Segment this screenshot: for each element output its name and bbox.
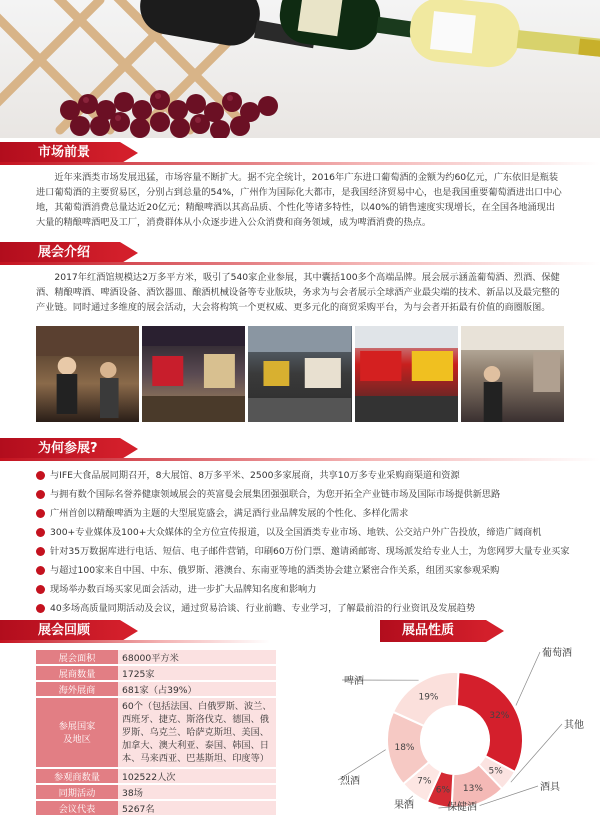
list-item: 40多场高质量同期活动及会议，通过贸易洽谈、行业前瞻、专业学习，了解最前沿的行业资讯及发展趋势 <box>36 599 576 618</box>
section-divider <box>0 262 600 265</box>
table-key: 海外展商 <box>36 682 118 696</box>
list-item: 300+专业媒体及100+大众媒体的全方位宣传报道，以及全国酒类专业市场、地铁、公交站户外广告投放，缔造广阔商机 <box>36 523 576 542</box>
table-key: 参观商数量 <box>36 769 118 783</box>
section-title-why: 为何参展? <box>0 438 120 460</box>
table-value: 68000平方米 <box>118 650 276 664</box>
slice-percent-label: 5% <box>489 767 504 777</box>
list-item: 广州首创以精酿啤酒为主题的大型展览盛会，满足酒行业品牌发展的个性化、多样化需求 <box>36 504 576 523</box>
table-row <box>36 801 276 815</box>
section-title-review: 展会回顾 <box>0 620 120 642</box>
table-key: 会议代表 <box>36 801 118 815</box>
slice-category-label: 其他 <box>564 718 584 731</box>
list-item: 与IFE大食品展同期召开，8大展馆、8万多平米、2500多家展商，共享10万多专业采购商渠道和资源 <box>36 466 576 485</box>
slice-category-label: 酒具 <box>540 781 561 793</box>
list-item: 现场举办数百场买家见面会活动，进一步扩大品牌知名度和影响力 <box>36 580 576 599</box>
market-paragraph: 近年来酒类市场发展迅猛，市场容量不断扩大。据不完全统计，2016年广东进口葡萄酒的金额为约60亿元，广东依旧是瓶装进口葡萄酒的主要贸易区，分别占到总量的54%，广州作为国际化大都市，是我国经济贸易中心，也是我国重要葡萄酒进出口中心地，其葡萄酒消费总量达近20亿元；精酿啤酒以其高品质、个性化等诸多特性，以40%的销售速度实现增长，在全国各地涌现出大量的精酿啤酒吧及工厂，消费群体从小众逐步进入公众消费和商务领域，成为啤酒消费的热点。 <box>36 170 564 230</box>
table-key: 展会面积 <box>36 650 118 664</box>
slice-percent-label: 7% <box>417 777 432 787</box>
slice-category-label: 烈酒 <box>340 774 360 787</box>
slice-percent-label: 32% <box>489 711 509 721</box>
slice-percent-label: 6% <box>436 786 451 796</box>
list-item: 与超过100家来自中国、中东、俄罗斯、港澳台、东南亚等地的酒类协会建立紧密合作关系，组团买家参观采购 <box>36 561 576 580</box>
leader-line <box>516 652 540 705</box>
slice-percent-label: 13% <box>463 784 483 794</box>
table-value: 60个（包括法国、白俄罗斯、波兰、西班牙、捷克、斯洛伐克、德国、俄罗斯、乌克兰、哈萨克斯坦、美国、加拿大、澳大利亚、泰国、韩国、日本、马来西亚、巴基斯坦、印度等） <box>118 698 276 767</box>
section-title-intro: 展会介绍 <box>0 242 120 264</box>
table-row <box>36 785 276 799</box>
exhibition-photos <box>36 326 564 422</box>
exhibition-photo <box>36 326 139 422</box>
table-row <box>36 682 276 696</box>
pie-slice <box>457 672 523 772</box>
exhibition-photo <box>142 326 245 422</box>
slice-category-label: 保健酒 <box>447 800 477 813</box>
review-table <box>36 648 276 817</box>
reasons-list <box>36 466 576 618</box>
table-value: 5267名 <box>118 801 276 815</box>
exhibition-photo <box>461 326 564 422</box>
table-key: 同期活动 <box>36 785 118 799</box>
section-title-market: 市场前景 <box>0 142 120 164</box>
section-divider <box>0 162 600 165</box>
nature-chart <box>330 640 590 814</box>
section-divider <box>0 640 270 643</box>
list-item: 针对35万数据库进行电话、短信、电子邮件营销，印刷60万份门票、邀请函邮寄、现场派发给专业人士，为您网罗大量专业买家 <box>36 542 576 561</box>
slice-percent-label: 19% <box>418 692 438 702</box>
section-title-nature: 展品性质 <box>380 620 486 642</box>
slice-category-label: 葡萄酒 <box>542 646 572 659</box>
intro-paragraph: 2017年红酒馆规模达2万多平方米，吸引了540家企业参展，其中囊括100多个高端品牌。展会展示涵盖葡萄酒、烈酒、保健酒、精酿啤酒、啤酒设备、酒饮器皿、酿酒机械设备等专业版块，务求为与会者展示全球酒产业最尖端的技术、新品以及最完整的产业链。同时通过多维度的展会活动，大会将构筑一个更权威、更多元化的商贸采购平台，为与会者开拓最有价值的商圈版图。 <box>36 270 564 315</box>
table-value: 681家（占39%） <box>118 682 276 696</box>
slice-category-label: 啤酒 <box>344 674 364 687</box>
table-row <box>36 769 276 783</box>
section-divider <box>0 458 600 461</box>
slice-category-label: 果酒 <box>394 799 414 811</box>
table-value: 1725家 <box>118 666 276 680</box>
table-value: 102522人次 <box>118 769 276 783</box>
list-item: 与拥有数个国际名誉养健康领域展会的英富曼会展集团强强联合，为您开拓全产业链市场及国际市场提供新思路 <box>36 485 576 504</box>
hero-banner <box>0 0 600 138</box>
grapes-image <box>40 70 300 138</box>
donut-chart-svg <box>330 640 590 814</box>
exhibition-photo <box>248 326 351 422</box>
slice-percent-label: 18% <box>394 743 414 753</box>
table-row <box>36 666 276 680</box>
table-value: 38场 <box>118 785 276 799</box>
table-key: 展商数量 <box>36 666 118 680</box>
table-row <box>36 650 276 664</box>
table-row <box>36 698 276 767</box>
table-key: 参展国家 及地区 <box>36 698 118 767</box>
exhibition-photo <box>355 326 458 422</box>
